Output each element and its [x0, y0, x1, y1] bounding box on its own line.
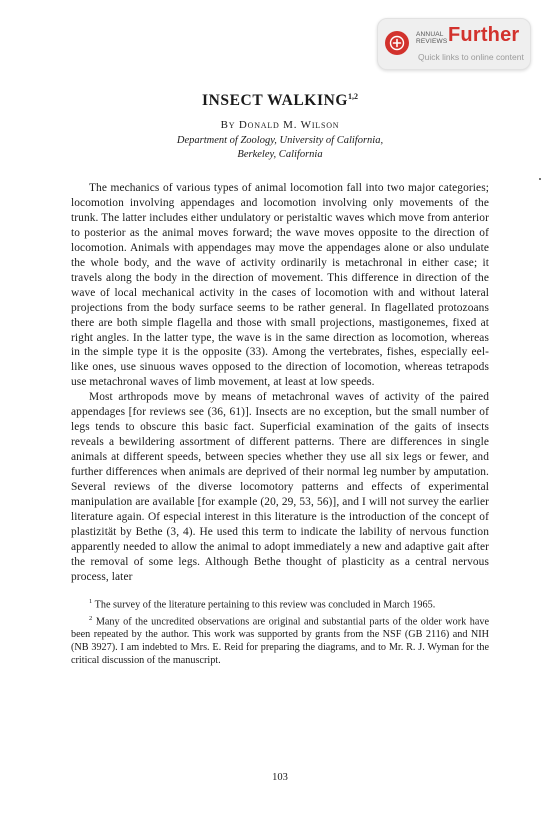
article-title — [71, 92, 489, 112]
affiliation-line-1: Department of Zoology, University of California, — [176, 135, 384, 146]
further-brand: Further — [448, 24, 520, 46]
annual-reviews-further-badge[interactable] — [377, 18, 531, 70]
publisher-line-2: REVIEWS — [416, 38, 448, 45]
body-paragraph-1: The mechanics of various types of animal locomotion fall into two major categories; locomotion involving appendages and locomotion involving only movements of the trunk. The latter includes either undulatory or peristaltic waves which move from anterior to posterior as the animal moves forward; the wave moves opposite to the direction of locomotion. Animals with appendages may move the appendages alone or also undulate the whole body, and the wave of activity ordinarily is metachronal in either case; it travels along the body in the direction of movement. This difference in direction of the wave of local mechanical activity in the cases of locomotion with and without lateral projections from the body surface seems to be rather general. In flagellated protozoans there are both simple flagella and those with small projections, mastigonemes, fixed at right angles. In the latter type, the wave is in the same direction as locomotion, whereas in the simple type it is the opposite (33). Among the vertebrates, fishes, especially eel-like ones, use sinuous waves opposed to the direction of locomotion, whereas tetrapods use metachronal waves of limb movement, at least at low speeds. — [71, 182, 489, 389]
title-footnote-refs[interactable]: 1,2 — [348, 92, 359, 101]
footnote-2-mark: 2 — [89, 614, 93, 622]
footnote-1-mark: 1 — [89, 597, 93, 605]
footnote-2-text: Many of the uncredited observations are original and substantial parts of the older work have been repeated by the author. This work was supported by grants from the NSF (GB 2116) and NIH (NB 3927). I am indebted to Mrs. E. Reid for preparing the diagrams, and to Mr. R. J. Wyman for the critical discussion of the manuscript. — [71, 616, 490, 666]
author-affiliation — [71, 134, 489, 162]
footnote-1-text: The survey of the literature pertaining to this review was concluded in March 1965. — [94, 599, 436, 611]
plus-circle-icon — [385, 31, 409, 55]
article-body — [71, 181, 489, 585]
article-title-text: INSECT WALKING — [201, 92, 349, 110]
body-paragraph-2: Most arthropods move by means of metachronal waves of activity of the paired appendages [for reviews see (36, 61)]. Insects are no exception, but the small number of legs tends to obscure this basic fact. Superficial examination of the gaits of insects reveals a bewildering assortment of different patterns. There are differences in single animals at different speeds, between species whether they use all six legs or fewer, and further differences when animals are deprived of their normal leg number by amputation. Several reviews of the diverse locomotory patterns and effects of experimental manipulation are available [for example (20, 29, 53, 56)], and I will not survey the earlier literature again. Of especial interest in this literature is the introduction of the concept of plastizität by Bethe (3, 4). He used this term to indicate the lability of nervous function apparently needed to allow the animal to adopt immediately a new and adaptive gait after the removal of some legs. Although Bethe thought of plasticity as a central nervous process, later — [71, 391, 489, 583]
publisher-name — [416, 31, 446, 45]
scan-speck — [539, 178, 541, 180]
quick-links-text: Quick links to online content — [418, 52, 524, 62]
article-page — [71, 92, 489, 669]
footnote-2 — [71, 613, 489, 668]
publisher-line-1: ANNUAL — [416, 31, 444, 38]
page-number: 103 — [272, 772, 288, 783]
footnote-1 — [71, 596, 489, 612]
author-byline: By Donald M. Wilson — [220, 119, 340, 131]
affiliation-line-2: Berkeley, California — [237, 149, 323, 160]
footnotes — [71, 596, 489, 668]
